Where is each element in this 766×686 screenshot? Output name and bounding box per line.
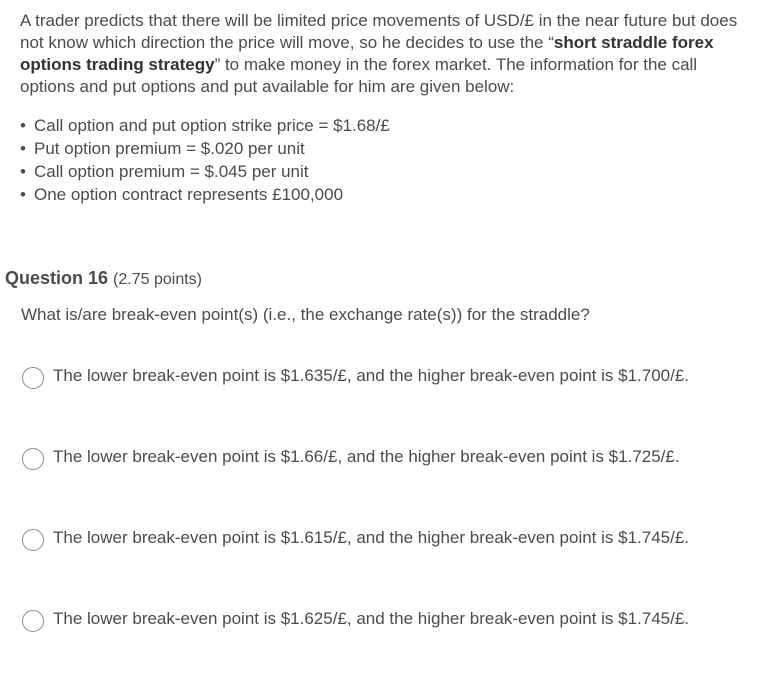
question-header: [5, 266, 202, 292]
answer-option-label[interactable]: The lower break-even point is $1.625/£, and the higher break-even point is $1.745/£.: [53, 609, 690, 628]
bullet-icon: •: [20, 116, 26, 135]
stem-text-end: ” to make money in the forex market. The information for the call options and put options and put available for him are given below:: [20, 55, 698, 96]
bullet-icon: •: [20, 162, 26, 181]
question-prompt: What is/are break-even point(s) (i.e., the exchange rate(s)) for the straddle?: [21, 305, 590, 324]
given-info-list: [20, 114, 740, 206]
answer-option-4[interactable]: [22, 608, 722, 632]
stem-text-start: A trader predicts that there will be limited price movements of USD/£ in the near future but does not know which direction the price will move, so he decides to use the “: [20, 11, 738, 52]
answer-option-2[interactable]: [22, 446, 722, 470]
given-info-text: One option contract represents £100,000: [34, 185, 344, 204]
radio-button-icon[interactable]: [22, 610, 44, 632]
given-info-item: [20, 137, 740, 160]
strategy-name: short straddle forex options trading strategy: [20, 33, 714, 74]
answer-option-label[interactable]: The lower break-even point is $1.66/£, and the higher break-even point is $1.725/£.: [53, 447, 680, 466]
radio-button-icon[interactable]: [22, 448, 44, 470]
given-info-item: [20, 183, 740, 206]
given-info-item: [20, 114, 740, 137]
question-stem: [20, 10, 740, 206]
answer-option-label[interactable]: The lower break-even point is $1.635/£, and the higher break-even point is $1.700/£.: [53, 366, 690, 385]
question-title: Question 16: [5, 268, 109, 288]
radio-button-icon[interactable]: [22, 367, 44, 389]
given-info-item: [20, 160, 740, 183]
answer-option-3[interactable]: [22, 527, 722, 551]
question-points: (2.75 points): [113, 271, 202, 288]
given-info-text: Call option premium = $.045 per unit: [34, 162, 309, 181]
answer-option-1[interactable]: [22, 365, 722, 389]
stem-paragraph: [20, 10, 740, 98]
given-info-text: Call option and put option strike price = $1.68/£: [34, 116, 390, 135]
given-info-text: Put option premium = $.020 per unit: [34, 139, 305, 158]
radio-button-icon[interactable]: [22, 529, 44, 551]
bullet-icon: •: [20, 139, 26, 158]
bullet-icon: •: [20, 185, 26, 204]
answer-option-label[interactable]: The lower break-even point is $1.615/£, and the higher break-even point is $1.745/£.: [53, 528, 690, 547]
